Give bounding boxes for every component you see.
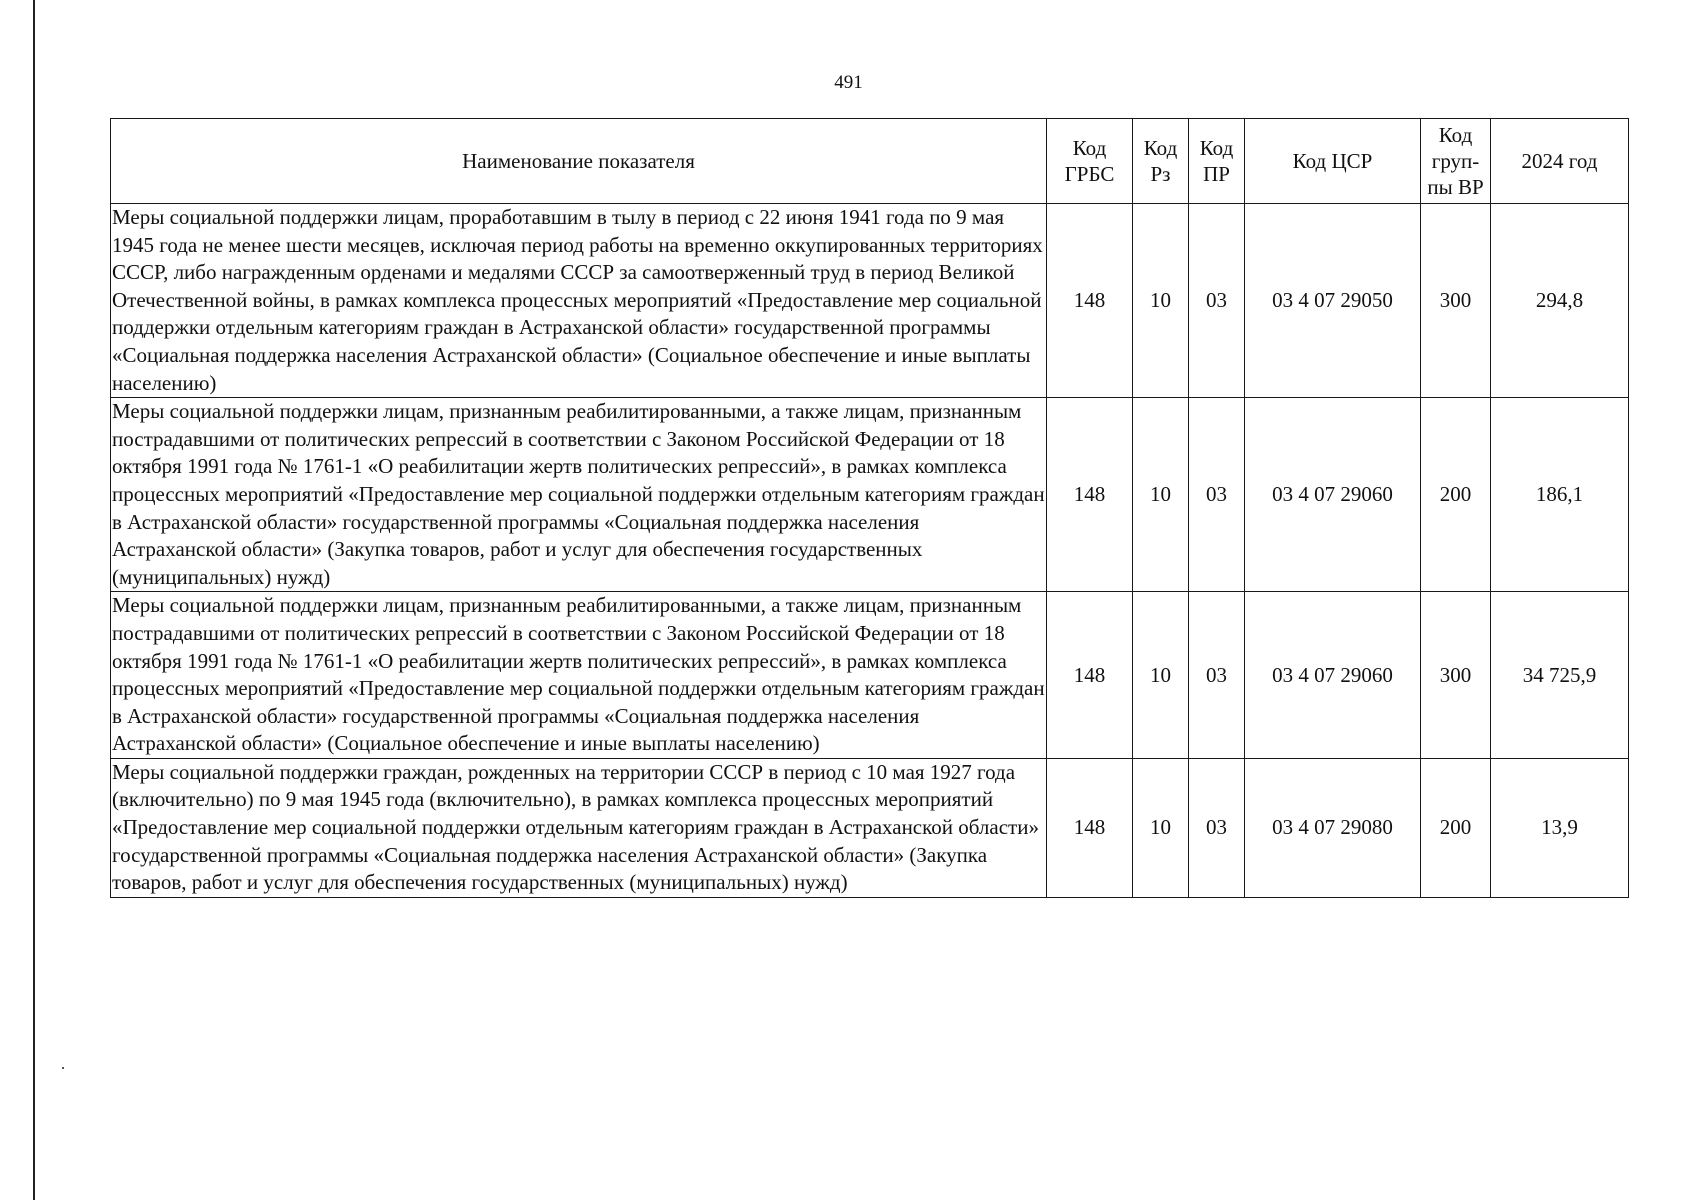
- csr-code: 03 4 07 29050: [1245, 204, 1421, 398]
- csr-code: 03 4 07 29060: [1245, 398, 1421, 592]
- pr-code: 03: [1189, 758, 1245, 897]
- budget-table: [110, 118, 1629, 898]
- indicator-name: Меры социальной поддержки лицам, признанным реабилитированными, а также лицам, признанным пострадавшими от политических репрессий в соответствии с Законом Российской Федерации от 18 октября 1991 года № 1761-1 «О реабилитации жертв политических репрессий», в рамках комплекса процессных мероприятий «Предоставление мер социальной поддержки отдельным категориям граждан в Астраханской области» государственной программы «Социальная поддержка населения Астраханской области» (Социальное обеспечение и иные выплаты населению): [111, 592, 1047, 759]
- header-year: 2024 год: [1491, 119, 1629, 204]
- csr-code: 03 4 07 29080: [1245, 758, 1421, 897]
- grbs-code: 148: [1047, 204, 1133, 398]
- amount-2024: 186,1: [1491, 398, 1629, 592]
- pr-code: 03: [1189, 204, 1245, 398]
- binding-margin-line: [33, 0, 35, 1200]
- grbs-code: 148: [1047, 758, 1133, 897]
- vr-code: 300: [1421, 592, 1491, 759]
- grbs-code: 148: [1047, 398, 1133, 592]
- indicator-name: Меры социальной поддержки лицам, признанным реабилитированными, а также лицам, признанным пострадавшими от политических репрессий в соответствии с Законом Российской Федерации от 18 октября 1991 года № 1761-1 «О реабилитации жертв политических репрессий», в рамках комплекса процессных мероприятий «Предоставление мер социальной поддержки отдельным категориям граждан в Астраханской области» государственной программы «Социальная поддержка населения Астраханской области» (Закупка товаров, работ и услуг для обеспечения государственных (муниципальных) нужд): [111, 398, 1047, 592]
- amount-2024: 13,9: [1491, 758, 1629, 897]
- table-row: [111, 592, 1629, 759]
- page-number: 491: [834, 72, 863, 93]
- table-row: [111, 204, 1629, 398]
- table-row: [111, 398, 1629, 592]
- header-rz: Код Рз: [1133, 119, 1189, 204]
- indicator-name: Меры социальной поддержки граждан, рожденных на территории СССР в период с 10 мая 1927 года (включительно) по 9 мая 1945 года (включительно), в рамках комплекса процессных мероприятий «Предоставление мер социальной поддержки отдельным категориям граждан в Астраханской области» государственной программы «Социальная поддержка населения Астраханской области» (Закупка товаров, работ и услуг для обеспечения государственных (муниципальных) нужд): [111, 758, 1047, 897]
- grbs-code: 148: [1047, 592, 1133, 759]
- vr-code: 200: [1421, 398, 1491, 592]
- pr-code: 03: [1189, 398, 1245, 592]
- csr-code: 03 4 07 29060: [1245, 592, 1421, 759]
- amount-2024: 294,8: [1491, 204, 1629, 398]
- rz-code: 10: [1133, 758, 1189, 897]
- indicator-name: Меры социальной поддержки лицам, проработавшим в тылу в период с 22 июня 1941 года по 9 мая 1945 года не менее шести месяцев, исключая период работы на временно оккупированных территориях СССР, либо награжденным орденами и медалями СССР за самоотверженный труд в период Великой Отечественной войны, в рамках комплекса процессных мероприятий «Предоставление мер социальной поддержки отдельным категориям граждан в Астраханской области» государственной программы «Социальная поддержка населения Астраханской области» (Социальное обеспечение и иные выплаты населению): [111, 204, 1047, 398]
- scan-speck: [62, 1067, 64, 1069]
- table-header-row: [111, 119, 1629, 204]
- pr-code: 03: [1189, 592, 1245, 759]
- rz-code: 10: [1133, 398, 1189, 592]
- header-name: Наименование показателя: [111, 119, 1047, 204]
- rz-code: 10: [1133, 592, 1189, 759]
- vr-code: 200: [1421, 758, 1491, 897]
- table-row: [111, 758, 1629, 897]
- header-csr: Код ЦСР: [1245, 119, 1421, 204]
- header-vr: Код груп-пы ВР: [1421, 119, 1491, 204]
- rz-code: 10: [1133, 204, 1189, 398]
- vr-code: 300: [1421, 204, 1491, 398]
- amount-2024: 34 725,9: [1491, 592, 1629, 759]
- header-grbs: Код ГРБС: [1047, 119, 1133, 204]
- header-pr: Код ПР: [1189, 119, 1245, 204]
